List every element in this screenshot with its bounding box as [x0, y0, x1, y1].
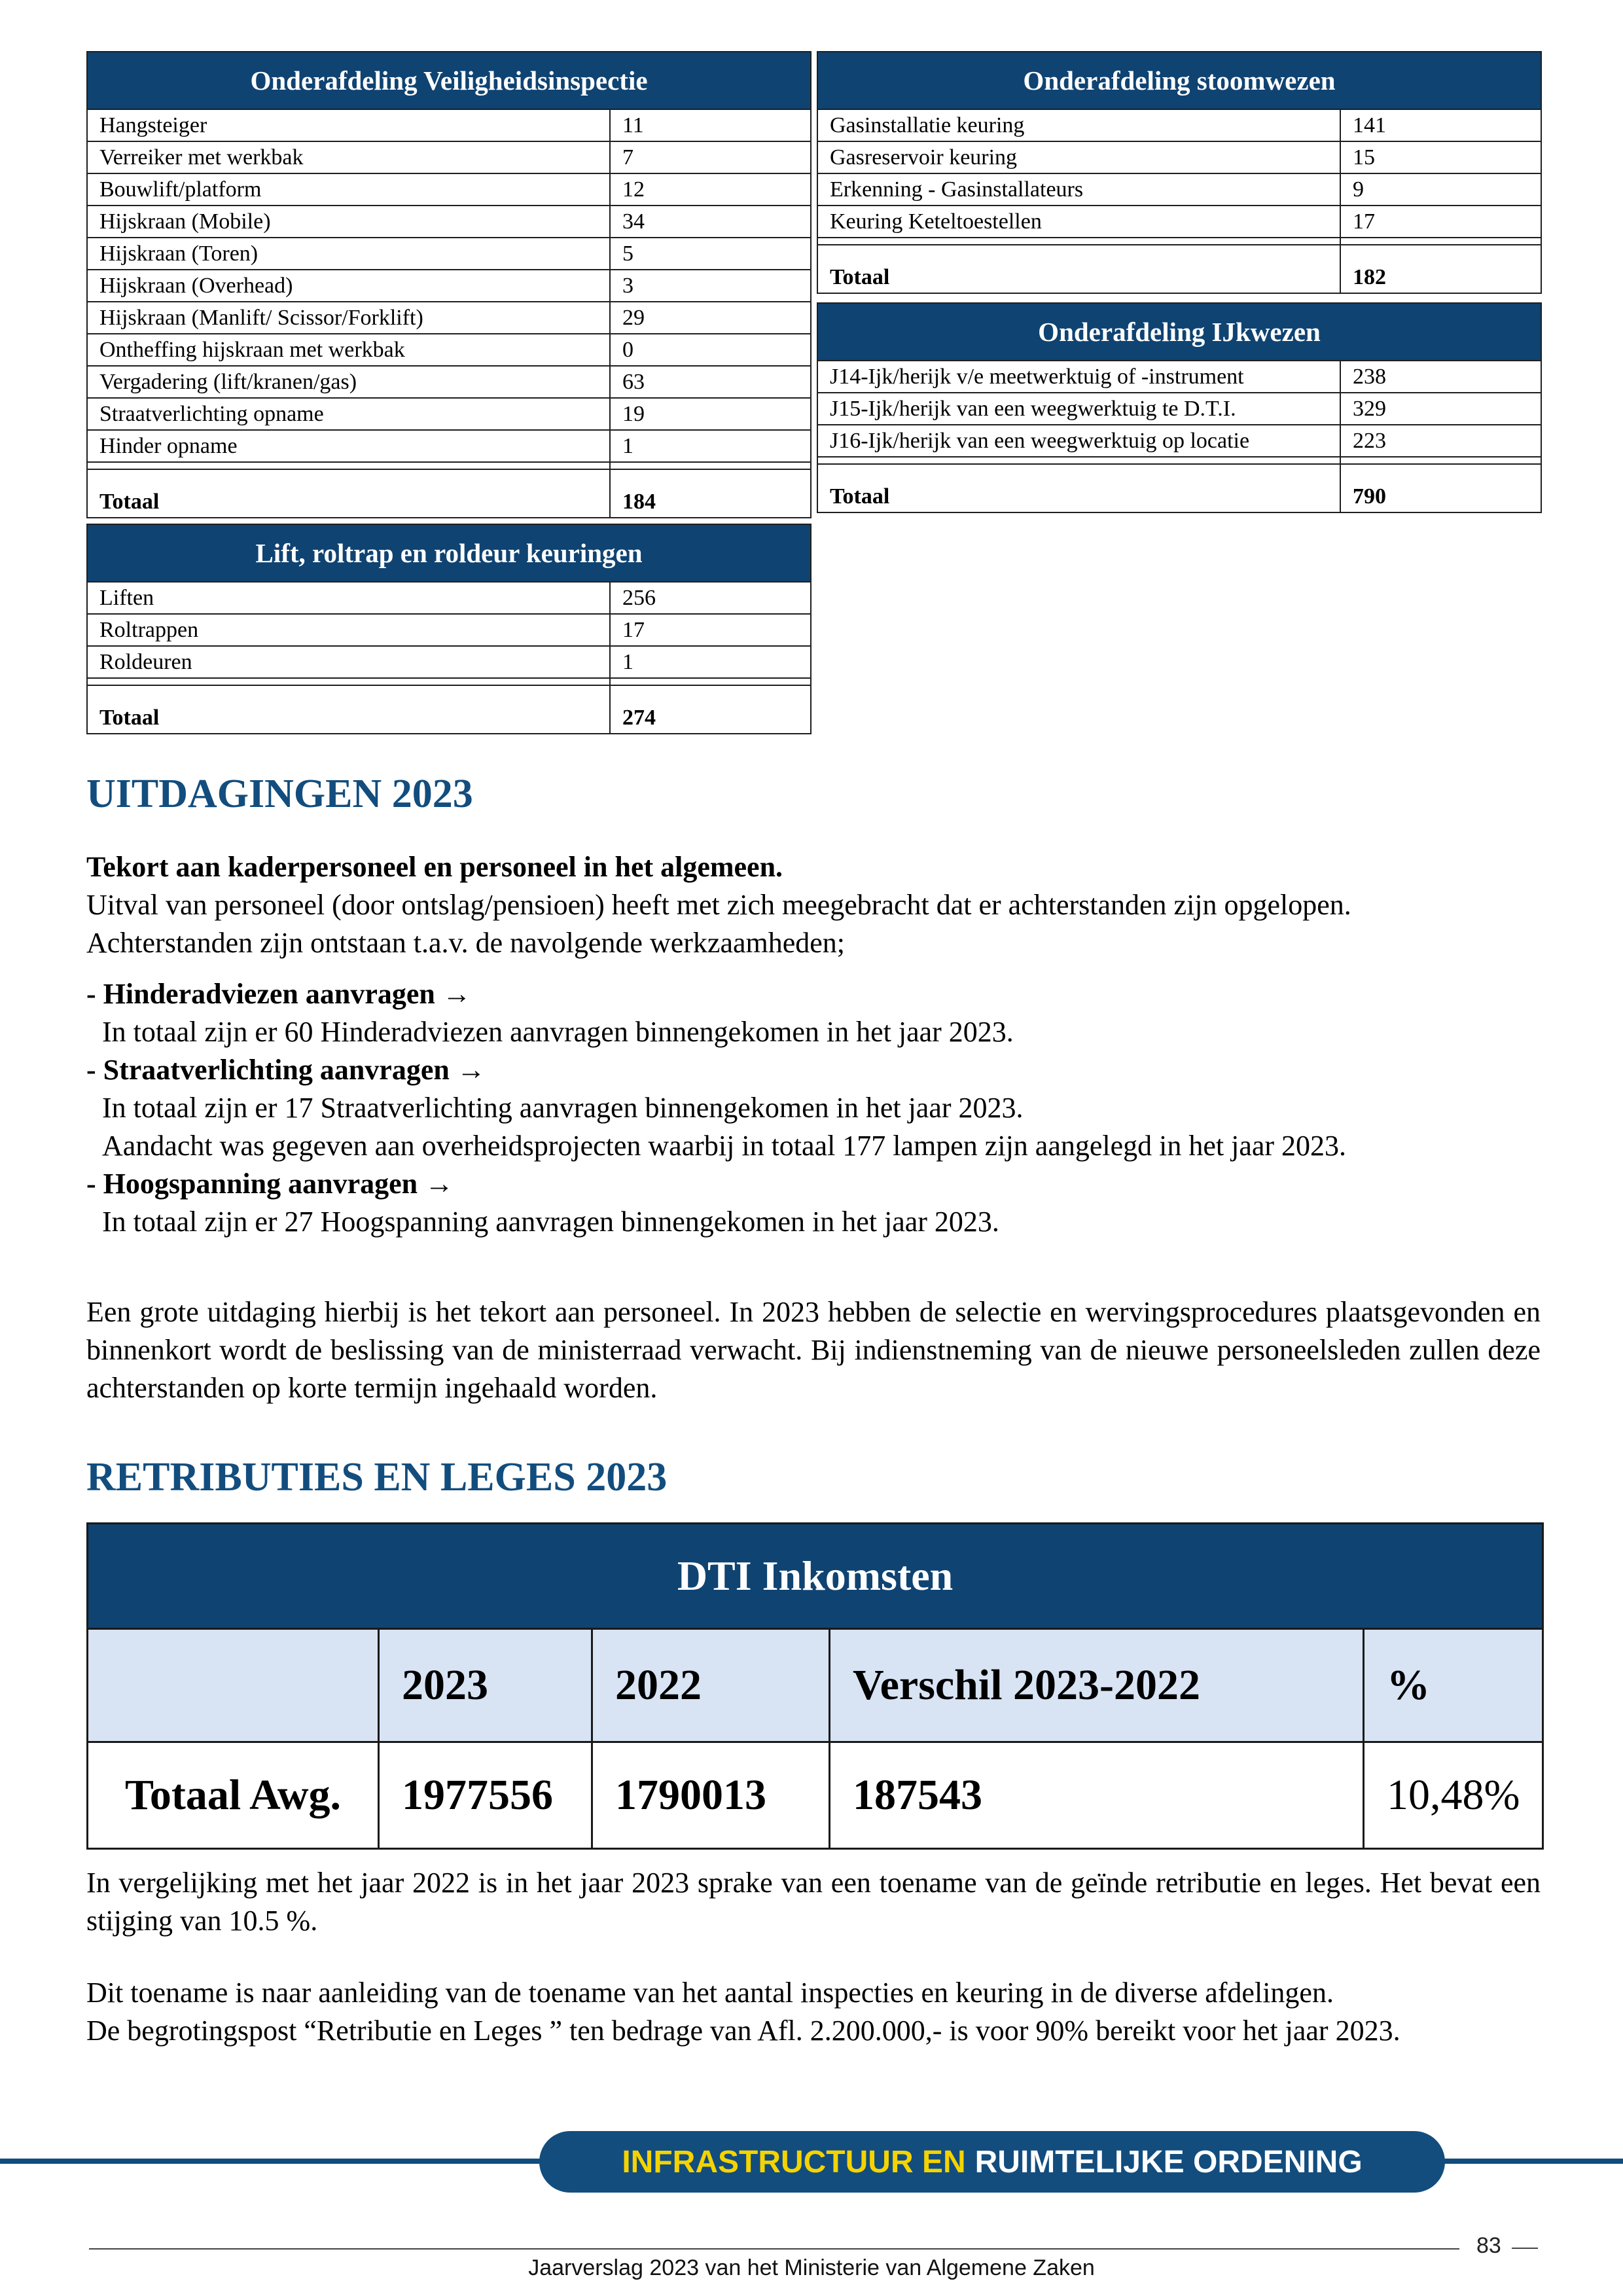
separator-cell [87, 678, 610, 685]
row-value: 3 [610, 270, 811, 302]
table-row [817, 141, 1541, 173]
table-row [817, 173, 1541, 206]
table-row [87, 238, 811, 270]
lead-text-2: Achterstanden zijn ontstaan t.a.v. de navolgende werkzaamheden; [86, 927, 846, 959]
ijkwezen-table [817, 302, 1542, 513]
table-row [87, 334, 811, 366]
uitdagingen-closing: Een grote uitdaging hierbij is het tekort aan personeel. In 2023 hebben de selectie en wervingsprocedures plaatsgevonden en binnenkort wordt de beslissing van de ministerraad verwacht. Bij indienstneming van de nieuwe personeelsleden zullen deze achterstanden op korte termijn ingehaald worden. [86, 1296, 1541, 1404]
dti-header-2022: 2022 [592, 1629, 830, 1742]
lead-text-1: Uitval van personeel (door ontslag/pensioen) heeft met zich meegebracht dat er achterstanden zijn opgelopen. [86, 889, 1351, 921]
row-value: 7 [610, 141, 811, 173]
table-row [817, 361, 1541, 393]
row-value: 141 [1340, 109, 1541, 141]
item-straatverlichting-text-2: Aandacht was gegeven aan overheidsprojecten waarbij in totaal 177 lampen zijn aangelegd in het jaar 2023. [102, 1130, 1347, 1162]
table-row [817, 109, 1541, 141]
row-label: Straatverlichting opname [87, 398, 610, 430]
dti-header-row [88, 1629, 1543, 1742]
page-number: 83 [1476, 2233, 1501, 2258]
dti-header-empty [88, 1629, 379, 1742]
table-row [87, 366, 811, 398]
footer-report-title: Jaarverslag 2023 van het Ministerie van Algemene Zaken [528, 2255, 1095, 2280]
separator-cell [87, 462, 610, 469]
row-value: 9 [1340, 173, 1541, 206]
total-row [817, 245, 1541, 293]
row-label: Hijskraan (Toren) [87, 238, 610, 270]
dti-header-2023: 2023 [379, 1629, 592, 1742]
row-value: 256 [610, 582, 811, 614]
dti-total-row [88, 1742, 1543, 1849]
total-row [87, 469, 811, 518]
separator-cell [610, 462, 811, 469]
separator-cell [610, 678, 811, 685]
retributies-para-1: In vergelijking met het jaar 2022 is in het jaar 2023 sprake van een toename van de geïnde retributie en leges. Het bevat een stijging van 10.5 %. [86, 1867, 1541, 1937]
row-label: Keuring Keteltoestellen [817, 206, 1340, 238]
dti-header-verschil: Verschil 2023-2022 [830, 1629, 1364, 1742]
dti-value-verschil: 187543 [830, 1742, 1364, 1849]
total-label: Totaal [87, 469, 610, 518]
dti-inkomsten-table [86, 1522, 1544, 1850]
section-banner [539, 2131, 1445, 2193]
table-title: Lift, roltrap en roldeur keuringen [87, 524, 811, 582]
retributies-para-2-line-2: De begrotingspost “Retributie en Leges ” ten bedrage van Afl. 2.200.000,- is voor 90% bereikt voor het jaar 2023. [86, 2015, 1400, 2047]
table-row [817, 393, 1541, 425]
row-label: Vergadering (lift/kranen/gas) [87, 366, 610, 398]
table-row [87, 646, 811, 678]
table-row [87, 206, 811, 238]
section-heading-uitdagingen: UITDAGINGEN 2023 [86, 772, 473, 816]
row-value: 11 [610, 109, 811, 141]
table-title: Onderafdeling IJkwezen [817, 303, 1541, 361]
table-row [87, 398, 811, 430]
row-value: 17 [610, 614, 811, 646]
row-label: Hijskraan (Manlift/ Scissor/Forklift) [87, 302, 610, 334]
total-label: Totaal [817, 464, 1340, 512]
item-straatverlichting-title: - Straatverlichting aanvragen → [86, 1054, 486, 1086]
total-row [87, 685, 811, 734]
table-row [87, 430, 811, 462]
dti-row-label: Totaal Awg. [88, 1742, 379, 1849]
row-value: 15 [1340, 141, 1541, 173]
row-value: 19 [610, 398, 811, 430]
row-label: Verreiker met werkbak [87, 141, 610, 173]
separator-cell [1340, 457, 1541, 464]
total-value: 274 [610, 685, 811, 734]
row-label: Hinder opname [87, 430, 610, 462]
total-row [817, 464, 1541, 512]
row-value: 1 [610, 646, 811, 678]
row-label: Liften [87, 582, 610, 614]
row-label: Hijskraan (Mobile) [87, 206, 610, 238]
total-separator [817, 238, 1541, 245]
row-value: 17 [1340, 206, 1541, 238]
table-row [87, 270, 811, 302]
separator-cell [817, 457, 1340, 464]
row-value: 5 [610, 238, 811, 270]
banner-text-white: RUIMTELIJKE ORDENING [974, 2144, 1363, 2179]
row-value: 34 [610, 206, 811, 238]
total-separator [87, 462, 811, 469]
item-hoogspanning-title: - Hoogspanning aanvragen → [86, 1168, 454, 1200]
page-number-dash [1512, 2248, 1538, 2249]
item-hoogspanning-text: In totaal zijn er 27 Hoogspanning aanvragen binnengekomen in het jaar 2023. [102, 1206, 999, 1238]
table-title: Onderafdeling stoomwezen [817, 52, 1541, 109]
dti-header-percent: % [1364, 1629, 1543, 1742]
table-row [87, 173, 811, 206]
row-label: Erkenning - Gasinstallateurs [817, 173, 1340, 206]
separator-cell [1340, 238, 1541, 245]
total-value: 182 [1340, 245, 1541, 293]
item-hinderadviezen-text: In totaal zijn er 60 Hinderadviezen aanvragen binnengekomen in het jaar 2023. [102, 1016, 1014, 1048]
row-label: J15-Ijk/herijk van een weegwerktuig te D.T.I. [817, 393, 1340, 425]
row-label: J14-Ijk/herijk v/e meetwerktuig of -instrument [817, 361, 1340, 393]
uitdagingen-intro [86, 848, 1541, 962]
table-title: Onderafdeling Veiligheidsinspectie [87, 52, 811, 109]
item-hinderadviezen-title: - Hinderadviezen aanvragen → [86, 978, 471, 1010]
table-row [87, 614, 811, 646]
table-row [87, 109, 811, 141]
veiligheidsinspectie-table [86, 51, 812, 518]
row-value: 329 [1340, 393, 1541, 425]
row-value: 238 [1340, 361, 1541, 393]
retributies-para-2-line-1: Dit toename is naar aanleiding van de toename van het aantal inspecties en keuring in de diverse afdelingen. [86, 1977, 1334, 2009]
uitdagingen-items [86, 975, 1541, 1241]
total-separator [87, 678, 811, 685]
table-row [817, 206, 1541, 238]
row-label: Bouwlift/platform [87, 173, 610, 206]
footer-rule [89, 2248, 1459, 2250]
row-label: Gasreservoir keuring [817, 141, 1340, 173]
retributies-para-2 [86, 1974, 1541, 2050]
table-row [817, 425, 1541, 457]
banner-text-yellow: INFRASTRUCTUUR EN [622, 2144, 966, 2179]
table-row [87, 141, 811, 173]
total-label: Totaal [817, 245, 1340, 293]
dti-table-title: DTI Inkomsten [88, 1524, 1543, 1629]
stoomwezen-table [817, 51, 1542, 294]
row-value: 0 [610, 334, 811, 366]
total-value: 790 [1340, 464, 1541, 512]
lift-roltrap-roldeur-table [86, 524, 812, 734]
section-heading-retributies: RETRIBUTIES EN LEGES 2023 [86, 1455, 668, 1499]
row-value: 12 [610, 173, 811, 206]
table-row [87, 582, 811, 614]
dti-value-percent: 10,48% [1364, 1742, 1543, 1849]
separator-cell [817, 238, 1340, 245]
row-label: Roldeuren [87, 646, 610, 678]
table-row [87, 302, 811, 334]
row-label: Hijskraan (Overhead) [87, 270, 610, 302]
total-separator [817, 457, 1541, 464]
item-straatverlichting-text: In totaal zijn er 17 Straatverlichting aanvragen binnengekomen in het jaar 2023. [102, 1092, 1024, 1124]
row-value: 1 [610, 430, 811, 462]
row-label: J16-Ijk/herijk van een weegwerktuig op locatie [817, 425, 1340, 457]
total-label: Totaal [87, 685, 610, 734]
row-value: 223 [1340, 425, 1541, 457]
row-label: Roltrappen [87, 614, 610, 646]
row-label: Ontheffing hijskraan met werkbak [87, 334, 610, 366]
total-value: 184 [610, 469, 811, 518]
row-label: Gasinstallatie keuring [817, 109, 1340, 141]
row-label: Hangsteiger [87, 109, 610, 141]
row-value: 63 [610, 366, 811, 398]
row-value: 29 [610, 302, 811, 334]
dti-value-2022: 1790013 [592, 1742, 830, 1849]
lead-bold: Tekort aan kaderpersoneel en personeel in het algemeen. [86, 851, 783, 883]
dti-value-2023: 1977556 [379, 1742, 592, 1849]
